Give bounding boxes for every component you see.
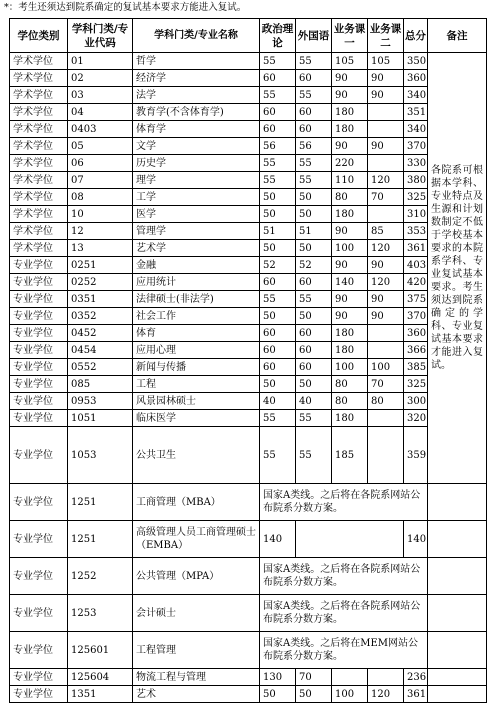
table-row	[10, 121, 487, 138]
name-cell: 体育学	[133, 121, 260, 138]
course2-cell: 70	[368, 189, 404, 206]
table-row	[10, 686, 487, 703]
course1-cell: 90	[332, 223, 368, 240]
total-cell: 361	[404, 240, 428, 257]
category-cell: 学术学位	[10, 206, 68, 223]
politics-cell: 60	[260, 359, 296, 376]
table-row	[10, 632, 487, 669]
code-cell: 0454	[68, 342, 133, 359]
table-row	[10, 410, 487, 427]
code-cell: 0452	[68, 325, 133, 342]
header-total: 总分	[404, 19, 428, 53]
total-cell: 320	[404, 410, 428, 427]
total-cell: 361	[404, 686, 428, 703]
code-cell: 1251	[68, 484, 133, 521]
course2-cell: 90	[368, 308, 404, 325]
total-cell: 420	[404, 274, 428, 291]
course1-cell: 180	[332, 206, 368, 223]
total-cell: 403	[404, 257, 428, 274]
table-row	[10, 669, 487, 686]
course2-cell: 90	[368, 87, 404, 104]
foreign-cell: 60	[296, 121, 332, 138]
course1-cell: 180	[332, 325, 368, 342]
foreign-cell: 51	[296, 223, 332, 240]
table-row	[10, 274, 487, 291]
code-cell: 13	[68, 240, 133, 257]
name-cell: 风景园林硕士	[133, 393, 260, 410]
politics-cell: 50	[260, 189, 296, 206]
politics-cell: 55	[260, 172, 296, 189]
code-cell: 06	[68, 155, 133, 172]
total-cell: 385	[404, 359, 428, 376]
category-cell: 学术学位	[10, 172, 68, 189]
course1-cell: 180	[332, 342, 368, 359]
politics-cell: 50	[260, 376, 296, 393]
code-cell: 0552	[68, 359, 133, 376]
politics-cell: 55	[260, 410, 296, 427]
category-cell: 学术学位	[10, 53, 68, 70]
total-cell: 140	[404, 521, 428, 558]
course1-cell: 90	[332, 257, 368, 274]
total-cell: 366	[404, 342, 428, 359]
course1-cell: 90	[332, 87, 368, 104]
course2-cell	[368, 427, 404, 484]
header-course-2: 业务课二	[368, 19, 404, 53]
category-cell: 专业学位	[10, 669, 68, 686]
table-row	[10, 53, 487, 70]
code-cell: 0953	[68, 393, 133, 410]
politics-cell: 56	[260, 138, 296, 155]
name-cell: 工程管理	[133, 632, 260, 669]
category-cell: 学术学位	[10, 104, 68, 121]
name-cell: 历史学	[133, 155, 260, 172]
foreign-cell: 55	[296, 87, 332, 104]
course1-cell: 90	[332, 70, 368, 87]
footnote: *：考生还须达到院系确定的复试基本要求方能进入复试。	[4, 2, 247, 13]
code-cell: 04	[68, 104, 133, 121]
politics-cell: 130	[260, 669, 296, 686]
course1-cell: 180	[332, 121, 368, 138]
foreign-cell: 55	[296, 427, 332, 484]
foreign-cell: 50	[296, 206, 332, 223]
table-row	[10, 521, 487, 558]
table-row	[10, 104, 487, 121]
course1-cell: 80	[332, 189, 368, 206]
foreign-cell: 50	[296, 189, 332, 206]
category-cell: 专业学位	[10, 359, 68, 376]
table-row	[10, 308, 487, 325]
foreign-cell: 70	[296, 669, 332, 686]
category-cell: 专业学位	[10, 325, 68, 342]
category-cell: 学术学位	[10, 138, 68, 155]
category-cell: 专业学位	[10, 257, 68, 274]
table-row	[10, 206, 487, 223]
table-row	[10, 595, 487, 632]
empty-remark-cell	[428, 669, 487, 686]
table-row	[10, 70, 487, 87]
code-cell: 1252	[68, 558, 133, 595]
table-row	[10, 427, 487, 484]
category-cell: 学术学位	[10, 240, 68, 257]
header-category: 学位类别	[10, 19, 68, 53]
name-cell: 物流工程与管理	[133, 669, 260, 686]
name-cell: 教育学(不含体育学)	[133, 104, 260, 121]
table-row	[10, 138, 487, 155]
name-cell: 法律硕士(非法学)	[133, 291, 260, 308]
course1-cell: 185	[332, 427, 368, 484]
total-cell: 370	[404, 138, 428, 155]
code-cell: 0403	[68, 121, 133, 138]
politics-cell: 50	[260, 240, 296, 257]
politics-cell: 40	[260, 393, 296, 410]
code-cell: 07	[68, 172, 133, 189]
code-cell: 1253	[68, 595, 133, 632]
name-cell: 新闻与传播	[133, 359, 260, 376]
name-cell: 经济学	[133, 70, 260, 87]
politics-cell: 51	[260, 223, 296, 240]
score-note-cell: 国家A类线。之后将在各院系网站公布院系分数方案。	[260, 558, 428, 595]
category-cell: 学术学位	[10, 87, 68, 104]
course2-cell	[368, 104, 404, 121]
table-row	[10, 393, 487, 410]
table-row	[10, 291, 487, 308]
name-cell: 公共卫生	[133, 427, 260, 484]
category-cell: 专业学位	[10, 595, 68, 632]
name-cell: 哲学	[133, 53, 260, 70]
foreign-cell: 60	[296, 359, 332, 376]
politics-cell: 55	[260, 427, 296, 484]
foreign-cell: 60	[296, 104, 332, 121]
foreign-cell: 40	[296, 393, 332, 410]
foreign-cell: 60	[296, 274, 332, 291]
code-cell: 1351	[68, 686, 133, 703]
table-row	[10, 240, 487, 257]
course1-cell: 220	[332, 155, 368, 172]
total-cell: 375	[404, 291, 428, 308]
name-cell: 艺术	[133, 686, 260, 703]
politics-cell: 60	[260, 342, 296, 359]
category-cell: 学术学位	[10, 121, 68, 138]
code-cell: 0352	[68, 308, 133, 325]
course1-cell: 90	[332, 308, 368, 325]
table-row	[10, 359, 487, 376]
course1-cell: 180	[332, 410, 368, 427]
code-cell: 1251	[68, 521, 133, 558]
category-cell: 专业学位	[10, 291, 68, 308]
course1-cell: 140	[332, 274, 368, 291]
course2-cell: 120	[368, 240, 404, 257]
total-cell: 360	[404, 325, 428, 342]
foreign-cell: 55	[296, 53, 332, 70]
code-cell: 0251	[68, 257, 133, 274]
empty-cell	[296, 521, 404, 558]
code-cell: 085	[68, 376, 133, 393]
course2-cell	[368, 342, 404, 359]
score-table	[9, 18, 487, 703]
table-row	[10, 484, 487, 521]
course2-cell: 120	[368, 274, 404, 291]
politics-cell: 55	[260, 53, 296, 70]
category-cell: 专业学位	[10, 521, 68, 558]
category-cell: 专业学位	[10, 632, 68, 669]
category-cell: 专业学位	[10, 274, 68, 291]
politics-cell: 50	[260, 686, 296, 703]
foreign-cell: 50	[296, 308, 332, 325]
header-code: 学科门类/专业代码	[68, 19, 133, 53]
category-cell: 专业学位	[10, 484, 68, 521]
politics-cell: 60	[260, 325, 296, 342]
name-cell: 体育	[133, 325, 260, 342]
remark-cell: 各院系可根据本学科、专业特点及生源和计划数制定不低于学校基本要求的本院系学科、专业复试基本要求。考生须达到院系确定的学科、专业复试基本要求才能进入复试。	[428, 53, 487, 484]
politics-cell: 50	[260, 206, 296, 223]
course1-cell: 100	[332, 359, 368, 376]
course2-cell	[368, 410, 404, 427]
name-cell: 管理学	[133, 223, 260, 240]
foreign-cell: 60	[296, 325, 332, 342]
name-cell: 理学	[133, 172, 260, 189]
course2-cell	[368, 325, 404, 342]
course2-cell	[368, 206, 404, 223]
course2-cell	[368, 121, 404, 138]
total-cell: 359	[404, 427, 428, 484]
header-foreign-language: 外国语	[296, 19, 332, 53]
foreign-cell: 50	[296, 686, 332, 703]
course1-cell	[332, 669, 368, 686]
name-cell: 医学	[133, 206, 260, 223]
code-cell: 12	[68, 223, 133, 240]
empty-remark-cell	[428, 632, 487, 669]
code-cell: 10	[68, 206, 133, 223]
course1-cell: 100	[332, 686, 368, 703]
total-cell: 330	[404, 155, 428, 172]
total-cell: 370	[404, 308, 428, 325]
code-cell: 1053	[68, 427, 133, 484]
course1-cell: 110	[332, 172, 368, 189]
course2-cell: 120	[368, 686, 404, 703]
category-cell: 专业学位	[10, 342, 68, 359]
name-cell: 工程	[133, 376, 260, 393]
total-cell: 360	[404, 70, 428, 87]
empty-remark-cell	[428, 595, 487, 632]
header-remark: 备注	[428, 19, 487, 53]
category-cell: 专业学位	[10, 686, 68, 703]
course1-cell: 90	[332, 138, 368, 155]
total-cell: 340	[404, 87, 428, 104]
course2-cell: 100	[368, 359, 404, 376]
foreign-cell: 60	[296, 342, 332, 359]
header-course-1: 业务课一	[332, 19, 368, 53]
category-cell: 学术学位	[10, 223, 68, 240]
code-cell: 125601	[68, 632, 133, 669]
table-row	[10, 342, 487, 359]
course2-cell	[368, 669, 404, 686]
code-cell: 01	[68, 53, 133, 70]
total-cell: 353	[404, 223, 428, 240]
course2-cell: 90	[368, 291, 404, 308]
name-cell: 社会工作	[133, 308, 260, 325]
name-cell: 法学	[133, 87, 260, 104]
header-row	[10, 19, 487, 53]
politics-cell: 50	[260, 308, 296, 325]
foreign-cell: 55	[296, 291, 332, 308]
course2-cell	[368, 155, 404, 172]
politics-cell: 60	[260, 121, 296, 138]
total-cell: 236	[404, 669, 428, 686]
course2-cell: 120	[368, 172, 404, 189]
table-row	[10, 172, 487, 189]
name-cell: 文学	[133, 138, 260, 155]
code-cell: 0351	[68, 291, 133, 308]
code-cell: 125604	[68, 669, 133, 686]
course1-cell: 180	[332, 104, 368, 121]
table-row	[10, 189, 487, 206]
name-cell: 工商管理（MBA）	[133, 484, 260, 521]
course1-cell: 90	[332, 291, 368, 308]
name-cell: 高级管理人员工商管理硕士（EMBA）	[133, 521, 260, 558]
empty-remark-cell	[428, 686, 487, 703]
course2-cell: 70	[368, 376, 404, 393]
foreign-cell: 50	[296, 240, 332, 257]
politics-cell: 140	[260, 521, 296, 558]
category-cell: 专业学位	[10, 308, 68, 325]
politics-cell: 52	[260, 257, 296, 274]
course2-cell: 80	[368, 393, 404, 410]
table-row	[10, 558, 487, 595]
foreign-cell: 52	[296, 257, 332, 274]
name-cell: 会计硕士	[133, 595, 260, 632]
category-cell: 学术学位	[10, 155, 68, 172]
total-cell: 325	[404, 376, 428, 393]
table-row	[10, 87, 487, 104]
table-row	[10, 257, 487, 274]
foreign-cell: 55	[296, 155, 332, 172]
name-cell: 艺术学	[133, 240, 260, 257]
name-cell: 金融	[133, 257, 260, 274]
foreign-cell: 56	[296, 138, 332, 155]
politics-cell: 60	[260, 274, 296, 291]
table-row	[10, 155, 487, 172]
politics-cell: 55	[260, 87, 296, 104]
foreign-cell: 50	[296, 376, 332, 393]
header-politics: 政治理论	[260, 19, 296, 53]
politics-cell: 55	[260, 155, 296, 172]
table-row	[10, 376, 487, 393]
course1-cell: 105	[332, 53, 368, 70]
empty-remark-cell	[428, 484, 487, 521]
name-cell: 应用统计	[133, 274, 260, 291]
name-cell: 应用心理	[133, 342, 260, 359]
code-cell: 08	[68, 189, 133, 206]
total-cell: 351	[404, 104, 428, 121]
politics-cell: 60	[260, 104, 296, 121]
name-cell: 工学	[133, 189, 260, 206]
course2-cell: 85	[368, 223, 404, 240]
politics-cell: 55	[260, 291, 296, 308]
score-note-cell: 国家A类线。之后将在各院系网站公布院系分数方案。	[260, 484, 428, 521]
empty-remark-cell	[428, 558, 487, 595]
category-cell: 专业学位	[10, 393, 68, 410]
total-cell: 380	[404, 172, 428, 189]
course1-cell: 80	[332, 393, 368, 410]
code-cell: 03	[68, 87, 133, 104]
code-cell: 02	[68, 70, 133, 87]
course1-cell: 100	[332, 240, 368, 257]
category-cell: 专业学位	[10, 376, 68, 393]
course2-cell: 90	[368, 138, 404, 155]
course2-cell: 90	[368, 257, 404, 274]
header-name: 学科门类/专业名称	[133, 19, 260, 53]
code-cell: 0252	[68, 274, 133, 291]
code-cell: 05	[68, 138, 133, 155]
name-cell: 临床医学	[133, 410, 260, 427]
course2-cell: 90	[368, 70, 404, 87]
code-cell: 1051	[68, 410, 133, 427]
foreign-cell: 60	[296, 70, 332, 87]
category-cell: 专业学位	[10, 427, 68, 484]
table-row	[10, 325, 487, 342]
politics-cell: 60	[260, 70, 296, 87]
total-cell: 350	[404, 53, 428, 70]
total-cell: 300	[404, 393, 428, 410]
name-cell: 公共管理（MPA）	[133, 558, 260, 595]
category-cell: 专业学位	[10, 558, 68, 595]
course1-cell: 80	[332, 376, 368, 393]
total-cell: 325	[404, 189, 428, 206]
course2-cell: 105	[368, 53, 404, 70]
empty-remark-cell	[428, 521, 487, 558]
total-cell: 340	[404, 121, 428, 138]
category-cell: 专业学位	[10, 410, 68, 427]
foreign-cell: 55	[296, 172, 332, 189]
score-note-cell: 国家A类线。之后将在MEM网站公布院系分数方案。	[260, 632, 428, 669]
total-cell: 310	[404, 206, 428, 223]
table-row	[10, 223, 487, 240]
category-cell: 学术学位	[10, 70, 68, 87]
category-cell: 学术学位	[10, 189, 68, 206]
score-note-cell: 国家A类线。之后将在各院系网站公布院系分数方案。	[260, 595, 428, 632]
foreign-cell: 55	[296, 410, 332, 427]
